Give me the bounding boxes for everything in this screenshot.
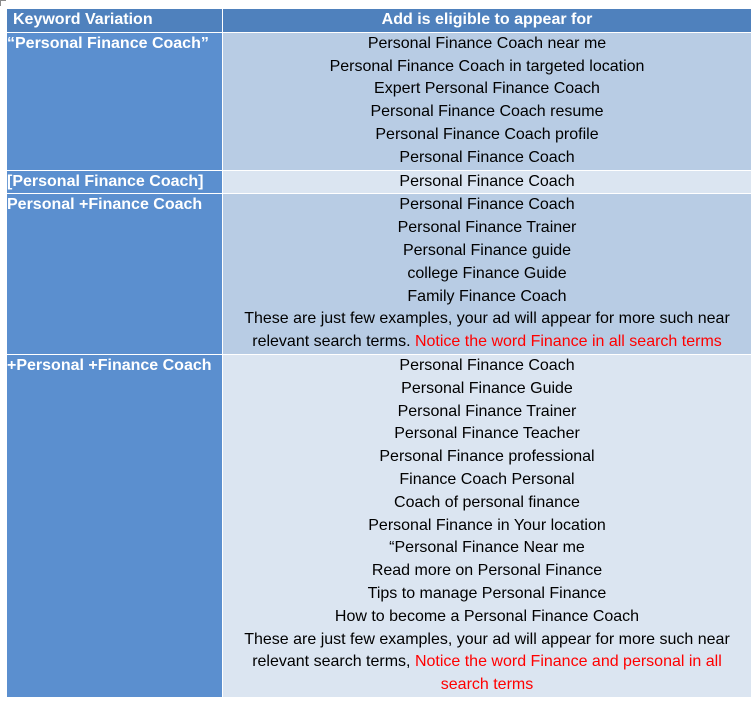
search-term: Personal Finance Coach bbox=[399, 172, 575, 190]
keyword-variation-table bbox=[6, 8, 752, 698]
search-term: Personal Finance Coach bbox=[399, 196, 575, 214]
search-term: Personal Finance Coach resume bbox=[370, 103, 604, 121]
search-term: “Personal Finance Near me bbox=[389, 539, 585, 557]
examples-note bbox=[223, 629, 751, 697]
search-term: Personal Finance Guide bbox=[401, 379, 573, 397]
search-term: Personal Finance Trainer bbox=[397, 219, 577, 237]
search-term: Personal Finance Coach bbox=[399, 356, 575, 374]
table-header-row bbox=[7, 9, 752, 33]
search-term: Personal Finance in Your location bbox=[368, 516, 606, 534]
search-term: Personal Finance guide bbox=[402, 241, 572, 259]
search-term: Personal Finance Trainer bbox=[397, 402, 577, 420]
search-term: Personal Finance Coach profile bbox=[375, 125, 599, 143]
corner-marker bbox=[0, 0, 6, 6]
search-term: Personal Finance professional bbox=[379, 448, 595, 466]
examples-note-highlight: Notice the word Finance and personal in all search terms bbox=[414, 653, 722, 694]
examples-note-text: These are just few examples, your ad will appear for more such near relevant search terms. bbox=[244, 310, 730, 351]
eligible-terms-cell bbox=[223, 354, 752, 697]
keyword-cell: “Personal Finance Coach” bbox=[7, 32, 223, 170]
table-row-exact-match bbox=[7, 170, 752, 194]
search-term: Personal Finance Coach in targeted location bbox=[329, 57, 645, 75]
table-row-phrase-match bbox=[7, 32, 752, 170]
search-term: Personal Finance Coach near me bbox=[367, 34, 607, 52]
search-term: college Finance Guide bbox=[407, 264, 567, 282]
eligible-terms-cell bbox=[223, 170, 752, 194]
examples-note-highlight: Notice the word Finance in all search terms bbox=[414, 333, 722, 351]
search-term: Expert Personal Finance Coach bbox=[374, 80, 600, 98]
search-term: Personal Finance Coach bbox=[399, 148, 575, 166]
header-keyword-variation: Keyword Variation bbox=[7, 9, 223, 33]
examples-note-text: These are just few examples, your ad will appear for more such near relevant search terms, bbox=[244, 630, 730, 671]
search-term: Family Finance Coach bbox=[407, 287, 567, 305]
search-term: Coach of personal finance bbox=[394, 493, 580, 511]
keyword-cell: Personal +Finance Coach bbox=[7, 194, 223, 355]
table-row-modified-broad bbox=[7, 194, 752, 355]
search-term: Finance Coach Personal bbox=[399, 470, 575, 488]
keyword-cell: [Personal Finance Coach] bbox=[7, 170, 223, 194]
header-eligible-for: Add is eligible to appear for bbox=[223, 9, 752, 33]
table-row-modified-broad-both bbox=[7, 354, 752, 697]
search-term: Personal Finance Teacher bbox=[394, 425, 580, 443]
search-term: How to become a Personal Finance Coach bbox=[334, 607, 640, 625]
examples-note bbox=[223, 308, 751, 354]
keyword-cell: +Personal +Finance Coach bbox=[7, 354, 223, 697]
search-term: Read more on Personal Finance bbox=[371, 562, 603, 580]
eligible-terms-cell bbox=[223, 32, 752, 170]
eligible-terms-cell bbox=[223, 194, 752, 355]
search-term: Tips to manage Personal Finance bbox=[367, 584, 607, 602]
